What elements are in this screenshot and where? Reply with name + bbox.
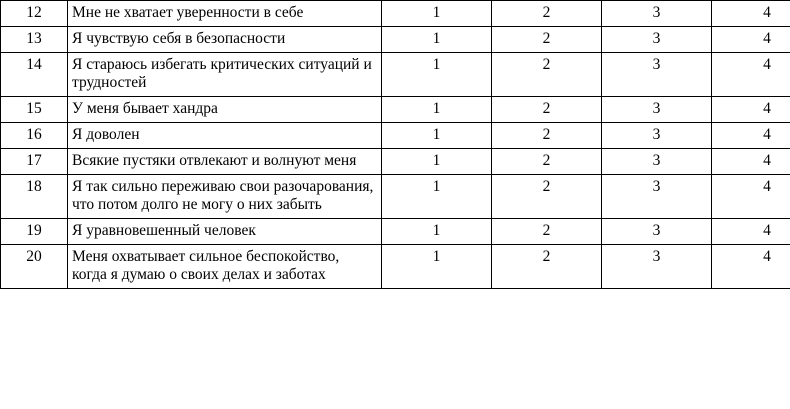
table-body bbox=[1, 1, 790, 289]
table-row bbox=[1, 122, 790, 148]
option-cell-3[interactable]: 3 bbox=[602, 148, 712, 174]
row-number: 12 bbox=[1, 1, 68, 27]
option-cell-2[interactable]: 2 bbox=[492, 174, 602, 218]
option-cell-1[interactable]: 1 bbox=[382, 1, 492, 27]
option-cell-4[interactable]: 4 bbox=[712, 1, 790, 27]
row-statement: Я уравновешенный человек bbox=[68, 218, 382, 244]
option-cell-2[interactable]: 2 bbox=[492, 26, 602, 52]
option-cell-4[interactable]: 4 bbox=[712, 96, 790, 122]
option-cell-2[interactable]: 2 bbox=[492, 1, 602, 27]
table-row bbox=[1, 148, 790, 174]
row-number: 14 bbox=[1, 52, 68, 96]
row-number: 16 bbox=[1, 122, 68, 148]
option-cell-3[interactable]: 3 bbox=[602, 96, 712, 122]
option-cell-1[interactable]: 1 bbox=[382, 52, 492, 96]
option-cell-2[interactable]: 2 bbox=[492, 96, 602, 122]
option-cell-2[interactable]: 2 bbox=[492, 148, 602, 174]
row-number: 15 bbox=[1, 96, 68, 122]
table-row bbox=[1, 52, 790, 96]
option-cell-3[interactable]: 3 bbox=[602, 1, 712, 27]
option-cell-4[interactable]: 4 bbox=[712, 148, 790, 174]
option-cell-1[interactable]: 1 bbox=[382, 174, 492, 218]
row-statement: У меня бывает хандра bbox=[68, 96, 382, 122]
row-statement: Я так сильно переживаю свои разочарования, что потом долго не могу о них забыть bbox=[68, 174, 382, 218]
table-row bbox=[1, 1, 790, 27]
option-cell-3[interactable]: 3 bbox=[602, 52, 712, 96]
row-number: 13 bbox=[1, 26, 68, 52]
table-row bbox=[1, 96, 790, 122]
option-cell-2[interactable]: 2 bbox=[492, 244, 602, 288]
option-cell-4[interactable]: 4 bbox=[712, 244, 790, 288]
row-number: 17 bbox=[1, 148, 68, 174]
option-cell-2[interactable]: 2 bbox=[492, 218, 602, 244]
option-cell-4[interactable]: 4 bbox=[712, 122, 790, 148]
row-number: 20 bbox=[1, 244, 68, 288]
table-row bbox=[1, 244, 790, 288]
table-row bbox=[1, 218, 790, 244]
option-cell-4[interactable]: 4 bbox=[712, 52, 790, 96]
option-cell-1[interactable]: 1 bbox=[382, 26, 492, 52]
option-cell-3[interactable]: 3 bbox=[602, 218, 712, 244]
row-statement: Я стараюсь избегать критических ситуаций и трудностей bbox=[68, 52, 382, 96]
option-cell-4[interactable]: 4 bbox=[712, 26, 790, 52]
option-cell-4[interactable]: 4 bbox=[712, 174, 790, 218]
option-cell-1[interactable]: 1 bbox=[382, 148, 492, 174]
option-cell-3[interactable]: 3 bbox=[602, 174, 712, 218]
option-cell-1[interactable]: 1 bbox=[382, 96, 492, 122]
table-row bbox=[1, 26, 790, 52]
option-cell-1[interactable]: 1 bbox=[382, 218, 492, 244]
row-statement: Я чувствую себя в безопасности bbox=[68, 26, 382, 52]
option-cell-4[interactable]: 4 bbox=[712, 218, 790, 244]
option-cell-3[interactable]: 3 bbox=[602, 122, 712, 148]
row-statement: Всякие пустяки отвлекают и волнуют меня bbox=[68, 148, 382, 174]
row-statement: Я доволен bbox=[68, 122, 382, 148]
row-statement: Меня охватывает сильное беспокойство, когда я думаю о своих делах и заботах bbox=[68, 244, 382, 288]
option-cell-1[interactable]: 1 bbox=[382, 244, 492, 288]
option-cell-2[interactable]: 2 bbox=[492, 122, 602, 148]
option-cell-3[interactable]: 3 bbox=[602, 244, 712, 288]
option-cell-2[interactable]: 2 bbox=[492, 52, 602, 96]
row-number: 18 bbox=[1, 174, 68, 218]
option-cell-1[interactable]: 1 bbox=[382, 122, 492, 148]
option-cell-3[interactable]: 3 bbox=[602, 26, 712, 52]
table-row bbox=[1, 174, 790, 218]
row-statement: Мне не хватает уверенности в себе bbox=[68, 1, 382, 27]
row-number: 19 bbox=[1, 218, 68, 244]
